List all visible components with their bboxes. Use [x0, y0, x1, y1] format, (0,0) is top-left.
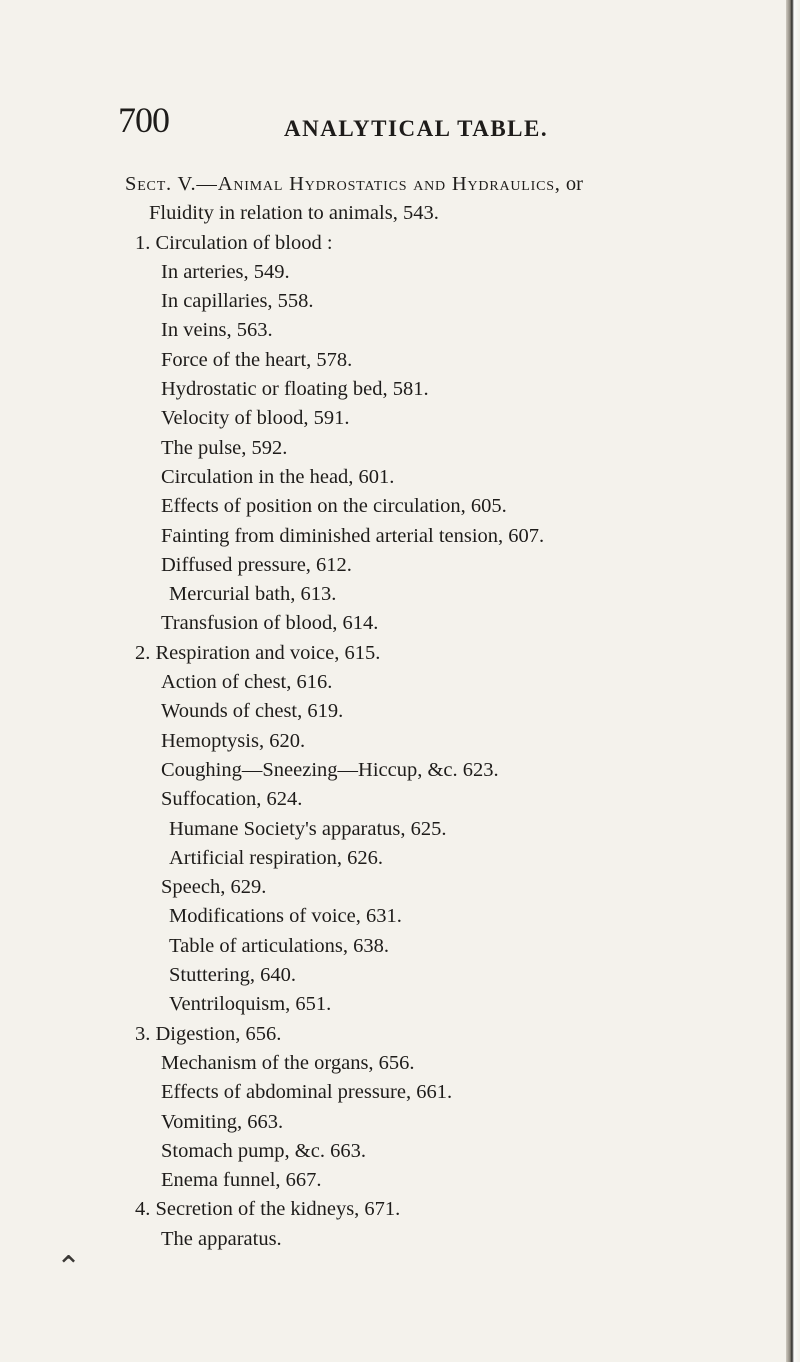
section-heading-suffix: or: [565, 173, 583, 195]
entry: The apparatus.: [161, 1227, 282, 1250]
sub-entry: Mercurial bath, 613.: [169, 583, 337, 606]
sub-entry: Artificial respiration, 626.: [169, 846, 384, 869]
page-binding-edge: [786, 0, 800, 1362]
entry: Effects of abdominal pressure, 661.: [161, 1081, 453, 1104]
entry: Force of the heart, 578.: [161, 348, 353, 371]
entry: Transfusion of blood, 614.: [161, 612, 379, 635]
entry: Action of chest, 616.: [161, 671, 333, 694]
entry: In veins, 563.: [161, 319, 273, 342]
section-entry: 1. Circulation of blood :: [135, 231, 333, 254]
entry: The pulse, 592.: [161, 436, 288, 459]
section-heading: [125, 170, 785, 199]
sub-entry: Table of articulations, 638.: [169, 934, 390, 957]
section-subtitle: Fluidity in relation to animals, 543.: [149, 202, 439, 225]
section-entry: 2. Respiration and voice, 615.: [135, 641, 381, 664]
table-of-contents: [125, 170, 785, 1254]
entry: Hemoptysis, 620.: [161, 729, 306, 752]
entry: Speech, 629.: [161, 876, 267, 899]
entry: Circulation in the head, 601.: [161, 465, 395, 488]
entry: In capillaries, 558.: [161, 290, 314, 313]
entry: Velocity of blood, 591.: [161, 407, 350, 430]
entry: Wounds of chest, 619.: [161, 700, 344, 723]
sub-entry: Stuttering, 640.: [169, 964, 296, 987]
entry: In arteries, 549.: [161, 260, 290, 283]
sub-entry: Modifications of voice, 631.: [169, 905, 402, 928]
entry-list: [125, 229, 785, 1254]
entry: Suffocation, 624.: [161, 788, 303, 811]
section-entry: 4. Secretion of the kidneys, 671.: [135, 1198, 401, 1221]
section-entry: 3. Digestion, 656.: [135, 1022, 282, 1045]
entry: Diffused pressure, 612.: [161, 553, 352, 576]
entry: Coughing—Sneezing—Hiccup, &c. 623.: [161, 758, 499, 781]
entry: Mechanism of the organs, 656.: [161, 1051, 415, 1074]
sub-entry: Ventriloquism, 651.: [169, 993, 332, 1016]
section-heading-text: Sect. V.—Animal Hydrostatics and Hydraulics,: [125, 173, 561, 195]
page-number: 700: [118, 100, 169, 140]
entry: Hydrostatic or floating bed, 581.: [161, 378, 429, 401]
ink-mark: ⌃: [56, 1251, 82, 1284]
page-header: [118, 100, 718, 150]
entry: Stomach pump, &c. 663.: [161, 1139, 366, 1162]
entry: Enema funnel, 667.: [161, 1169, 322, 1192]
running-title: ANALYTICAL TABLE.: [284, 116, 549, 141]
entry: Fainting from diminished arterial tension, 607.: [161, 524, 545, 547]
entry: Vomiting, 663.: [161, 1110, 284, 1133]
entry: Effects of position on the circulation, 605.: [161, 495, 507, 518]
sub-entry: Humane Society's apparatus, 625.: [169, 817, 447, 840]
